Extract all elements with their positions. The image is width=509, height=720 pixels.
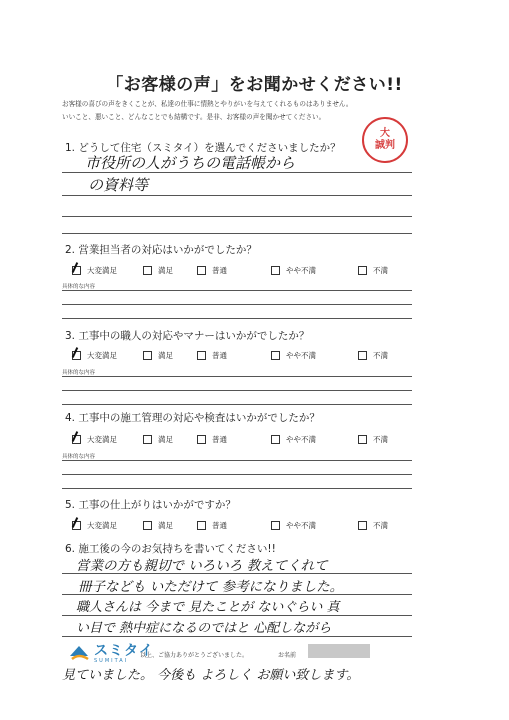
q3-option-satisfied[interactable]: 満足	[143, 350, 173, 361]
question-6-answer-line5: 見ていました。 今後も よろしく お願い致します。	[62, 668, 360, 683]
q4-option-satisfied[interactable]: 満足	[143, 434, 173, 445]
checkbox[interactable]	[358, 435, 367, 444]
question-6-answer-line2: 冊子なども いただけて 参考になりました。	[78, 579, 344, 595]
answer-line	[62, 404, 412, 405]
q2-detail-label: 具体的な内容	[62, 284, 96, 290]
q3-option-somewhat-unsatisfied[interactable]: やや不満	[271, 350, 316, 361]
redacted-name	[308, 644, 370, 658]
question-1-answer-line2: の資料等	[88, 176, 149, 194]
checkbox[interactable]	[358, 351, 367, 360]
logo-mark-icon	[68, 641, 90, 663]
question-3-label: 3. 工事中の職人の対応やマナーはいかがでしたか？	[65, 330, 310, 342]
answer-line	[62, 318, 412, 319]
thanks-text: 以上、ご協力ありがとうございました。	[140, 652, 249, 659]
question-6-answer-line4: い目で 熱中症になるのではと 心配しながら	[76, 621, 332, 636]
seal-stamp	[362, 117, 408, 163]
answer-line	[62, 460, 412, 461]
q4-option-neutral[interactable]: 普通	[197, 434, 227, 445]
intro-text-line2: いいこと、悪いこと、どんなことでも結構です。是非、お客様の声を聞かせてください。	[62, 113, 326, 121]
q2-option-neutral[interactable]: 普通	[197, 265, 227, 276]
q5-option-neutral[interactable]: 普通	[197, 520, 227, 531]
question-5-label: 5. 工事の仕上がりはいかがですか？	[65, 499, 236, 511]
answer-line	[62, 474, 412, 475]
checkbox[interactable]	[271, 521, 280, 530]
checkbox[interactable]	[143, 521, 152, 530]
q5-option-satisfied[interactable]: 満足	[143, 520, 173, 531]
answer-line	[62, 195, 412, 196]
answer-line	[62, 376, 412, 377]
question-6-answer-line1: 営業の方も親切で いろいろ 教えてくれて	[76, 558, 328, 574]
checkbox[interactable]	[143, 351, 152, 360]
checkbox[interactable]	[72, 266, 81, 275]
q3-option-very-satisfied[interactable]: 大変満足	[72, 350, 117, 361]
answer-line	[62, 390, 412, 391]
checkbox[interactable]	[197, 521, 206, 530]
answer-line	[62, 233, 412, 234]
q3-option-neutral[interactable]: 普通	[197, 350, 227, 361]
question-1-label: 1. どうして住宅（スミタイ）を選んでくださいましたか？	[65, 142, 341, 154]
q4-option-very-satisfied[interactable]: 大変満足	[72, 434, 117, 445]
question-1-answer-line1: 市役所の人がうちの電話帳から	[85, 154, 296, 172]
checkbox[interactable]	[271, 266, 280, 275]
logo-text-en: SUMITAI	[94, 658, 129, 664]
question-6-label: 6. 施工後の今のお気持ちを書いてください!!	[65, 543, 276, 555]
q2-option-very-satisfied[interactable]: 大変満足	[72, 265, 117, 276]
q5-option-unsatisfied[interactable]: 不満	[358, 520, 388, 531]
question-4-label: 4. 工事中の施工管理の対応や検査はいかがでしたか？	[65, 412, 320, 424]
checkbox[interactable]	[358, 521, 367, 530]
checkbox[interactable]	[72, 521, 81, 530]
checkbox[interactable]	[197, 435, 206, 444]
checkbox[interactable]	[143, 266, 152, 275]
answer-line	[62, 216, 412, 217]
answer-line	[62, 636, 412, 637]
answer-line	[62, 615, 412, 616]
stamp-text-bottom: 誠判	[375, 140, 395, 151]
checkbox[interactable]	[72, 435, 81, 444]
checkbox[interactable]	[197, 351, 206, 360]
form-title: 「お客様の声」をお聞かせください!!	[106, 75, 403, 95]
stamp-text-top: 大	[380, 128, 390, 139]
q4-option-somewhat-unsatisfied[interactable]: やや不満	[271, 434, 316, 445]
answer-line	[62, 304, 412, 305]
checkbox[interactable]	[271, 435, 280, 444]
checkbox[interactable]	[143, 435, 152, 444]
answer-line	[62, 172, 412, 173]
intro-text-line1: お客様の喜びの声をきくことが、私達の仕事に情熱とやりがいを与えてくれるものはありません。	[62, 100, 353, 108]
checkbox[interactable]	[358, 266, 367, 275]
question-2-label: 2. 営業担当者の対応はいかがでしたか？	[65, 244, 257, 256]
checkbox[interactable]	[271, 351, 280, 360]
q2-option-somewhat-unsatisfied[interactable]: やや不満	[271, 265, 316, 276]
answer-line	[62, 290, 412, 291]
checkbox[interactable]	[197, 266, 206, 275]
answer-line	[62, 488, 412, 489]
name-label: お名前	[278, 652, 297, 659]
answer-line	[62, 573, 412, 574]
question-6-answer-line3: 職人さんは 今まで 見たことが ないぐらい 真	[76, 600, 340, 615]
q4-option-unsatisfied[interactable]: 不満	[358, 434, 388, 445]
logo-text: スミタイ	[94, 643, 154, 659]
answer-line	[62, 594, 412, 595]
q3-option-unsatisfied[interactable]: 不満	[358, 350, 388, 361]
q2-option-unsatisfied[interactable]: 不満	[358, 265, 388, 276]
q5-option-very-satisfied[interactable]: 大変満足	[72, 520, 117, 531]
q4-detail-label: 具体的な内容	[62, 454, 96, 460]
q3-detail-label: 具体的な内容	[62, 370, 96, 376]
q5-option-somewhat-unsatisfied[interactable]: やや不満	[271, 520, 316, 531]
checkbox[interactable]	[72, 351, 81, 360]
q2-option-satisfied[interactable]: 満足	[143, 265, 173, 276]
